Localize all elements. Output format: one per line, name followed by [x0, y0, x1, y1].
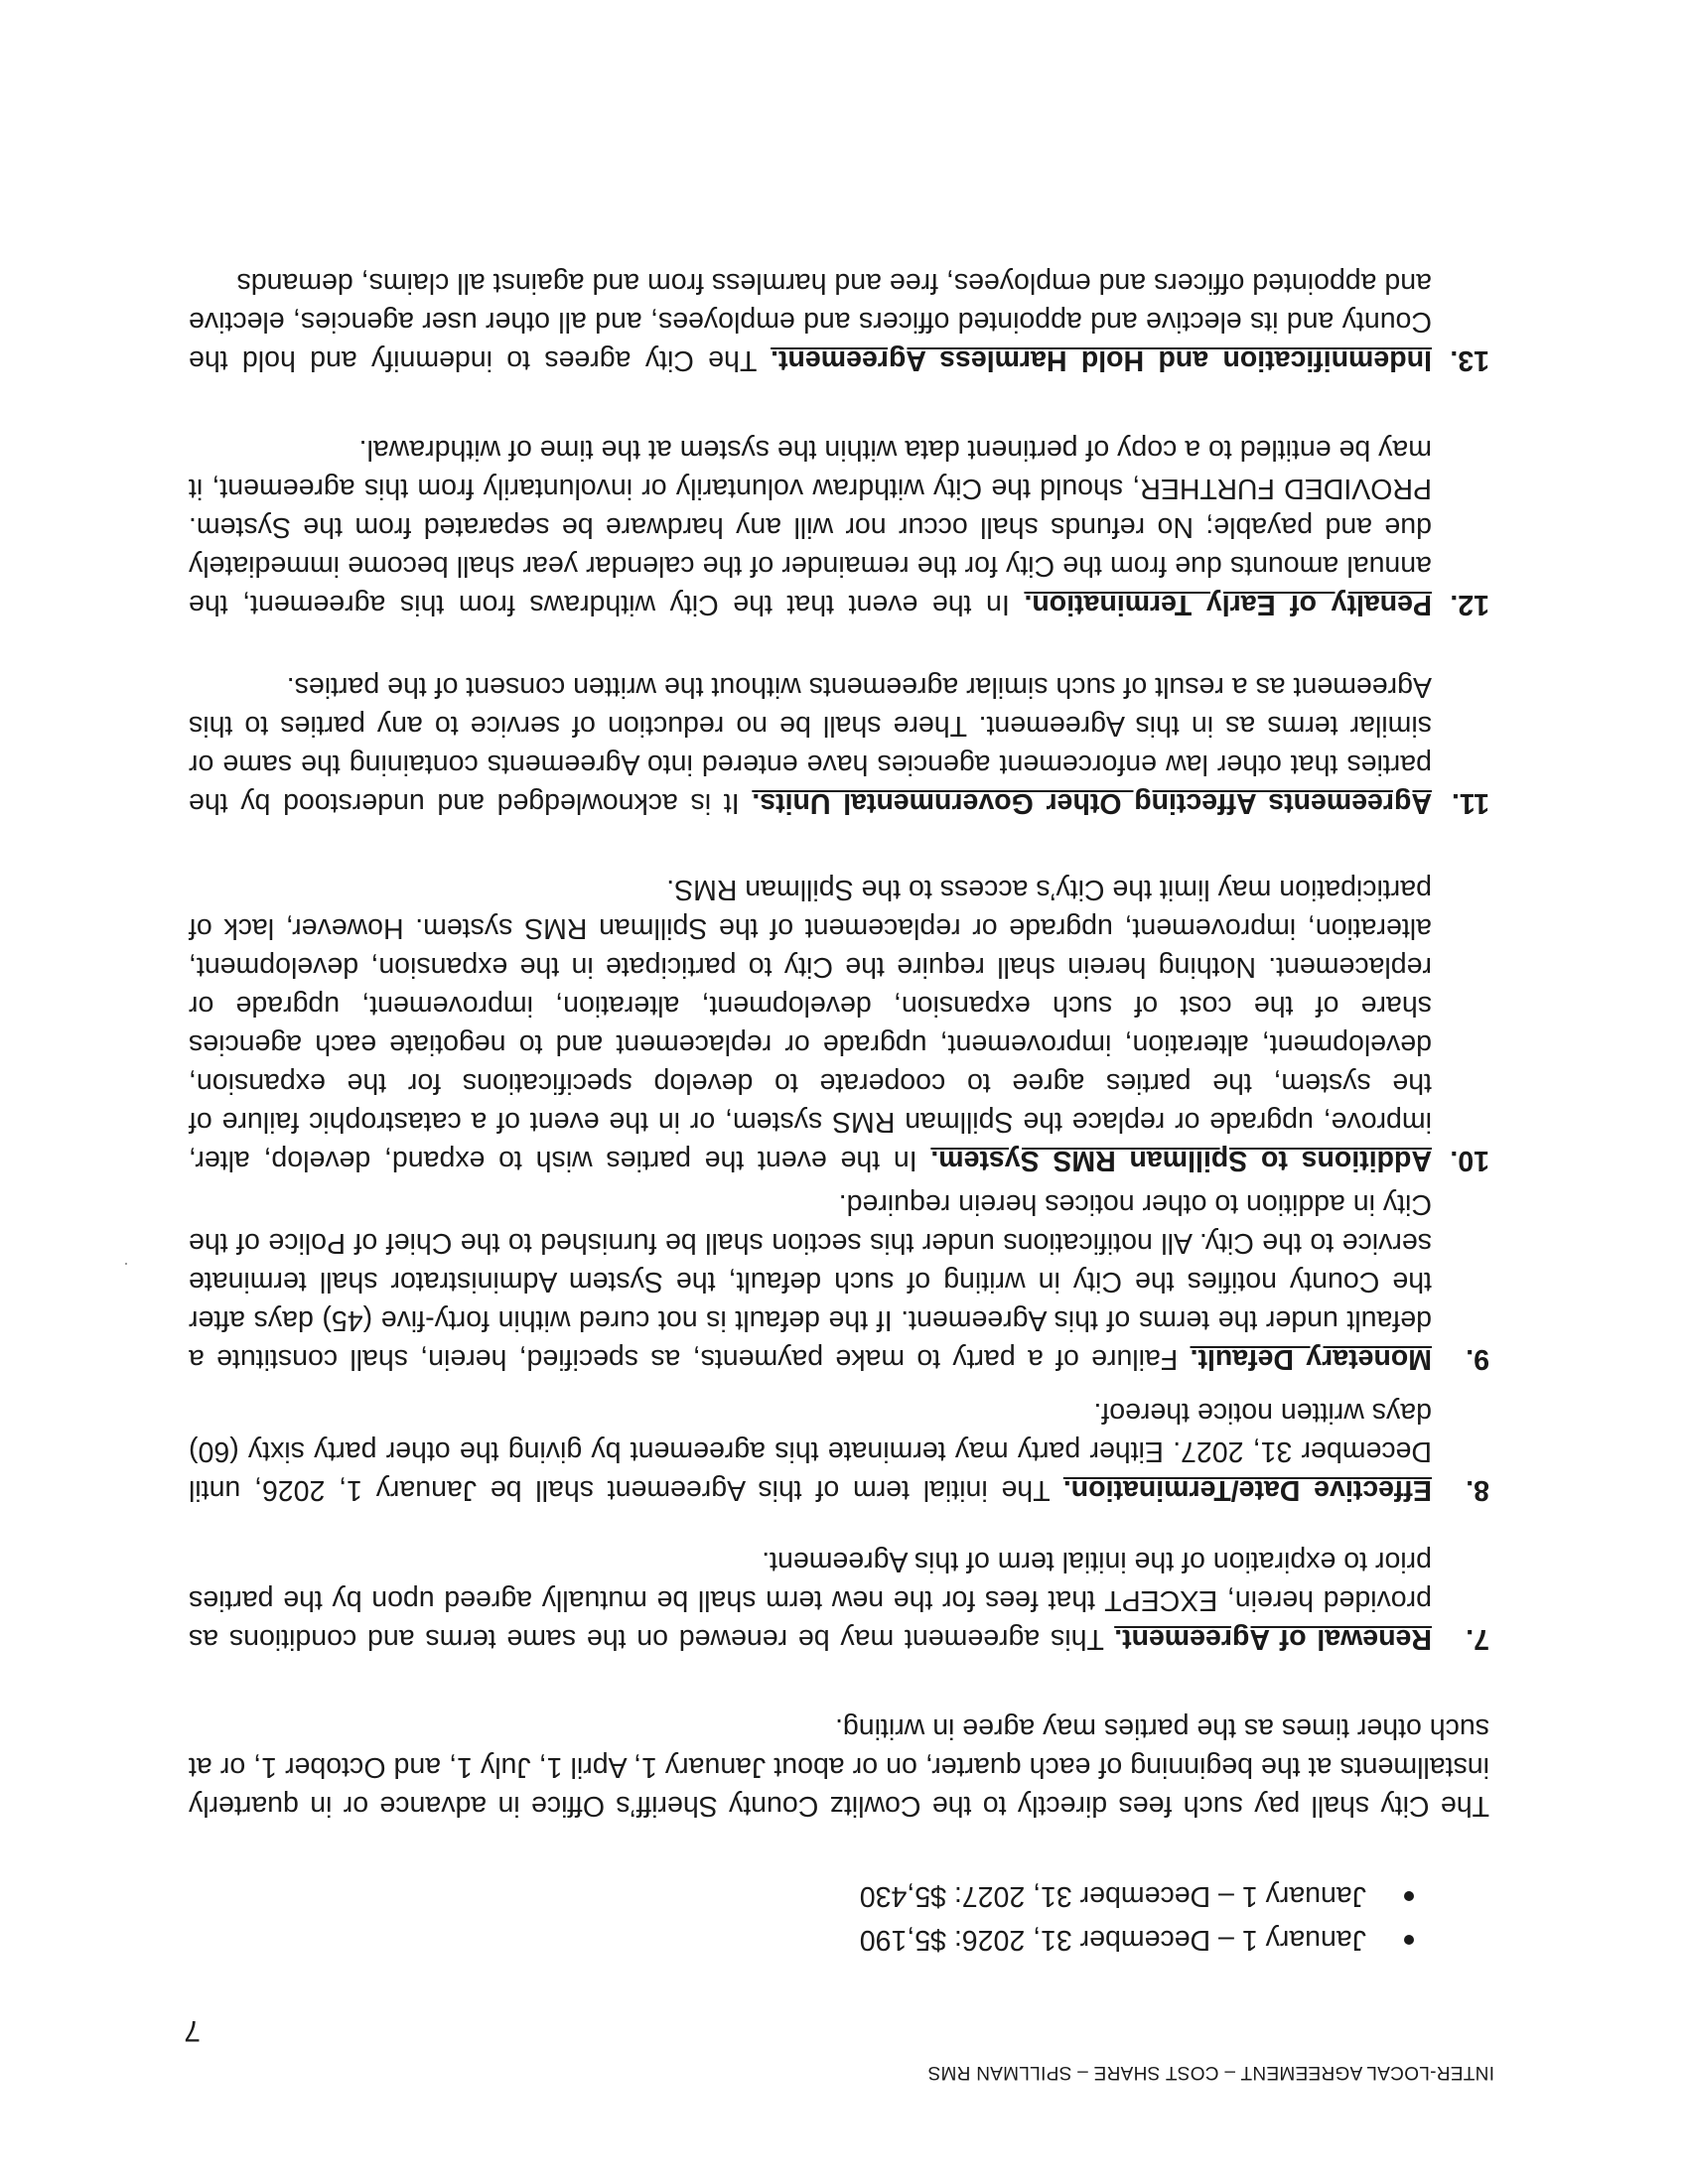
section-title: Monetary Default. [1190, 1343, 1432, 1375]
section-body: The initial term of this Agreement shall be January 1, 2026, until December 31, 2027. Either party may terminate this agreement by giving the other party sixty (60) days written notice thereof. [189, 1397, 1432, 1506]
bullet-icon [1404, 1935, 1414, 1945]
section-number: 8. [1466, 1474, 1489, 1506]
section-8-effective-date-termination [189, 1393, 1489, 1509]
section-number: 11. [1451, 787, 1489, 819]
section-title: Penalty of Early Termination. [1024, 589, 1432, 620]
section-body: In the event the parties wish to expand, develop, alter, improve, upgrade or replace the Spillman RMS system, or in the event of a catastrophic failure of the system, the parties agree to cooperate to develop specifications for the expansion, development, alteration, improvement, upgrade or replacement and to negotiate each agencies share of the cost of such expansion, development, alteration, improvement, upgrade or replacement. Nothing herein shall require the City to participate in the expansion, development, alteration, improvement, upgrade or replacement of the Spillman RMS system. However, lack of participation may limit the City’s access to the Spillman RMS. [189, 874, 1432, 1176]
section-number: 13. [1450, 344, 1489, 376]
page-number: 7 [184, 2014, 201, 2047]
section-12-penalty-early-termination [189, 430, 1489, 623]
section-number: 10. [1450, 1145, 1489, 1176]
scan-speck [125, 1263, 127, 1265]
bullet-icon [1404, 1891, 1414, 1901]
payment-text: The City shall pay such fees directly to the Cowlitz County Sheriff’s Office in advance or in quarterly installments at the beginning of each quarter, on or about January 1, April 1, July 1, and October 1, or at such other times as the parties may agree in writing. [189, 1712, 1489, 1822]
section-body: The City agrees to indemnify and hold the County and its elective and appointed officers and employees, and all other user agencies, elective and appointed officers and employees, free and harmless from and against all claims, demands [189, 267, 1432, 376]
section-title: Indemnification and Hold Harmless Agreement. [771, 344, 1432, 376]
running-header: INTER-LOCAL AGREEMENT – COST SHARE – SPILLMAN RMS [927, 2062, 1494, 2083]
section-number: 12. [1450, 589, 1489, 620]
fee-item-text: January 1 – December 31, 2026: $5,190 [859, 1924, 1366, 1956]
section-title: Renewal of Agreement. [1114, 1623, 1432, 1655]
section-9-monetary-default [189, 1184, 1489, 1378]
fee-item [538, 1874, 1432, 1918]
section-10-additions-spillman-rms [189, 870, 1489, 1179]
section-body: In the event that the City withdraws from this agreement, the annual amounts due from the City for the remainder of the calendar year shall become immediately due and payable; No refunds shall occur nor will any hardware be separated from the System. PROVIDED FURTHER, should the City withdraw voluntarily or involuntarily from this agreement, it may be entitled to a copy of pertinent data within the system at the time of withdrawal. [189, 434, 1432, 620]
fee-item-text: January 1 – December 31, 2027: $5,430 [859, 1880, 1366, 1912]
fee-schedule-list [538, 1874, 1432, 1962]
section-title: Agreements Affecting Other Governmental Units. [752, 787, 1432, 819]
section-13-indemnification [189, 263, 1489, 379]
section-11-agreements-affecting-other-units [189, 667, 1489, 822]
section-title: Effective Date/Termination. [1062, 1474, 1432, 1506]
section-title: Additions to Spillman RMS System. [930, 1145, 1432, 1176]
payment-paragraph [189, 1708, 1489, 1825]
section-body: Failure of a party to make payments, as specified, herein, shall constitute a default under the terms of this Agreement. If the default is not cured within forty-five (45) days after the County notifies the City in writing of such default, the System Administrator shall terminate service to the City. All notifications under this section shall be furnished to the Chief of Police of the City in addition to other notices herein required. [189, 1188, 1432, 1375]
section-body: This agreement may be renewed on the same terms and conditions as provided herein, EXCEPT that fees for the new term shall be mutually agreed upon by the parties prior to expiration of the initial term of this Agreement. [189, 1546, 1432, 1655]
section-7-renewal-of-agreement [189, 1542, 1489, 1658]
section-number: 7. [1466, 1623, 1489, 1655]
section-body: It is acknowledged and understood by the parties that other law enforcement agencies have entered into Agreements containing the same or similar terms as in this Agreement. There shall be no reduction of service to any parties to this Agreement as a result of such similar agreements without the written consent of the parties. [189, 671, 1432, 819]
fee-item [538, 1918, 1432, 1962]
section-number: 9. [1466, 1343, 1489, 1375]
